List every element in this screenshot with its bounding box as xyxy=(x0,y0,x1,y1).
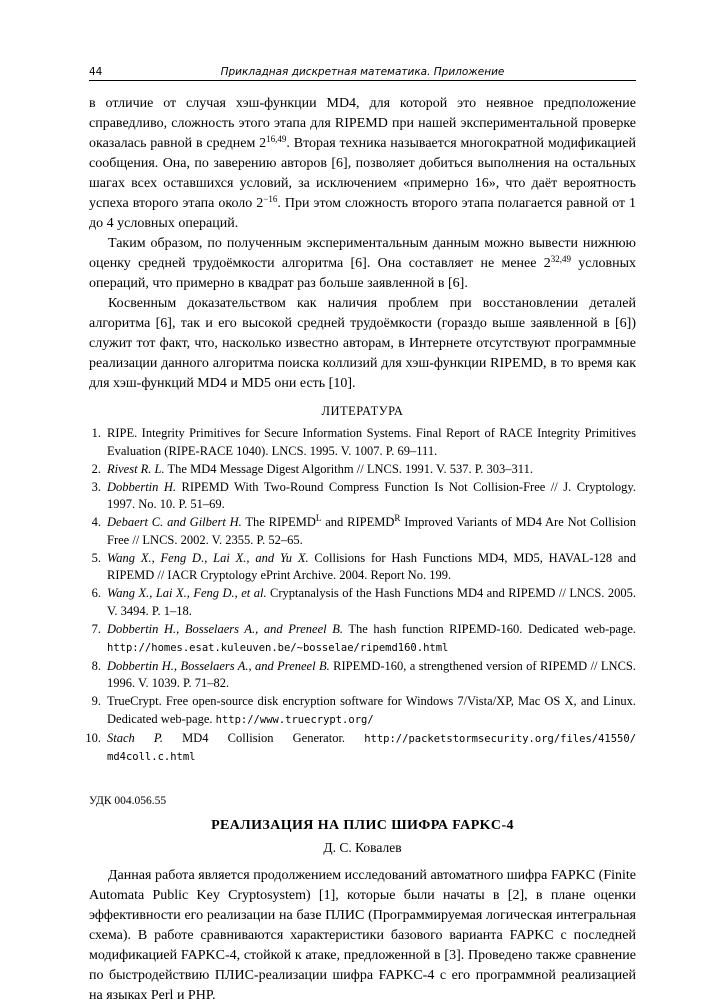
reference-superscript: R xyxy=(394,513,401,524)
p2-exp: 32,49 xyxy=(550,254,571,264)
reference-authors: Wang X., Feng D., Lai X., and Yu X. xyxy=(107,550,309,565)
reference-item xyxy=(89,479,636,514)
body-text xyxy=(89,94,636,394)
paragraph-1 xyxy=(89,94,636,234)
article-title: РЕАЛИЗАЦИЯ НА ПЛИС ШИФРА FAPKC-4 xyxy=(211,817,514,833)
p1-exp-2: −16 xyxy=(263,194,278,204)
reference-number: 9 . xyxy=(92,693,101,711)
header-rule xyxy=(89,80,636,81)
reference-number: 2 . xyxy=(92,461,101,479)
reference-text: MD4 Collision Generator. xyxy=(163,730,365,745)
reference-url-link[interactable]: http://homes.esat.kuleuven.be/~bosselae/ripemd160.html xyxy=(107,641,449,654)
reference-item xyxy=(89,550,636,585)
reference-text-mid: and RIPEMD xyxy=(321,515,395,530)
references-list xyxy=(85,425,637,767)
reference-number: 10 . xyxy=(85,730,101,748)
paragraph-2 xyxy=(89,234,636,294)
reference-item xyxy=(89,585,636,620)
reference-authors: Dobbertin H., Bosselaers A., and Preneel B. xyxy=(107,622,343,637)
page-header xyxy=(89,64,636,82)
paragraph-3: Косвенным доказательством как наличия проблем при восстановлении деталей алгоритма [6], так и его высокой средней трудоёмкости (гораздо выше заявленной в [6]) служит тот факт, что, насколько известно авторам, в Интернете отсутствуют программные реализации данного алгоритма поиска коллизий для хэш-функции RIPEMD, в то время как для хэш-функций MD4 и MD5 они есть [10]. xyxy=(89,296,636,391)
reference-number: 4 . xyxy=(92,514,101,532)
p1-part-c: . При этом сложность второго этапа полагается равной от 1 до 4 условных операций. xyxy=(89,196,636,231)
article-abstract-block xyxy=(89,866,636,1006)
p2-part-a: Таким образом, по полученным экспериментальным данным можно вывести нижнюю оценку средней трудоёмкости алгоритма [6]. Она составляет не менее 2 xyxy=(89,236,636,271)
reference-authors: Stach P. xyxy=(107,730,164,745)
reference-item xyxy=(89,461,636,479)
reference-text: RIPEMD-160, a strengthened version of RIPEMD // LNCS. 1996. V. 1039. P. 71–82. xyxy=(107,658,636,691)
reference-authors: Dobbertin H. xyxy=(107,479,177,494)
reference-text: Cryptanalysis of the Hash Functions MD4 and RIPEMD // LNCS. 2005. V. 3494. P. 1–18. xyxy=(107,586,636,618)
reference-text: The MD4 Message Digest Algorithm // LNCS. 1991. V. 537. P. 303–311. xyxy=(164,461,533,476)
reference-item xyxy=(89,658,636,693)
reference-authors: Wang X., Lai X., Feng D., et al. xyxy=(107,586,267,601)
reference-authors: Debaert C. and Gilbert H. xyxy=(107,515,242,530)
page-number: 44 xyxy=(89,66,103,78)
reference-item xyxy=(89,621,636,657)
references-heading: ЛИТЕРАТУРА xyxy=(321,404,404,418)
reference-number: 1 . xyxy=(92,425,101,443)
reference-number: 3 . xyxy=(92,479,101,497)
reference-item xyxy=(89,693,636,729)
reference-authors: Rivest R. L. xyxy=(107,461,165,476)
reference-text: TrueCrypt. Free open-source disk encryption software for Windows 7/Vista/XP, Mac OS X, and Linux. Dedicated web-page. xyxy=(107,694,636,726)
p2-part-b: условных операций, что примерно в квадрат раз больше заявленной в [6]. xyxy=(89,256,636,291)
p1-exp-1: 16,49 xyxy=(266,134,287,144)
article-abstract: Данная работа является продолжением исследований автоматного шифра FAPKC (Finite Automata Public Key Cryptosystem) [1], которые были начаты в [2], в плане оценки эффективности его реализации на базе ПЛИС (Программируемая логическая интегральная схема). В работе сравниваются характеристики базового варианта FAPKC с последней модификацией FAPKC-4, стойкой к атаке, предложенной в [3]. Проведено также сравнение по быстродействию ПЛИС-реализации шифра FAPKC-4 с его программной реализацией на языках Perl и PHP. xyxy=(89,867,636,1003)
journal-title: Прикладная дискретная математика. Приложение xyxy=(220,66,505,78)
reference-number: 5 . xyxy=(92,550,101,568)
page-content xyxy=(85,94,637,1006)
udc-code: УДК 004.056.55 xyxy=(89,794,167,807)
article-author: Д. С. Ковалев xyxy=(323,839,402,855)
reference-item xyxy=(89,514,636,549)
reference-text: The hash function RIPEMD-160. Dedicated web-page. xyxy=(343,622,637,637)
p1-part-a: в отличие от случая хэш-функции MD4, для которой это неявное предположение справедливо, сложность этого этапа для RIPEMD при нашей экспериментальной проверке оказалась равной в среднем 2 xyxy=(89,96,636,151)
reference-item xyxy=(85,730,637,767)
p1-part-b: . Вторая техника называется многократной модификацией сообщения. Она, по заверению авторов [6], позволяет добиться выполнения на остальных шагах всех оставшихся условий, за исключением «примерно 16», что даёт вероятность успеха второго этапа около 2 xyxy=(89,136,636,211)
reference-url-link[interactable]: http://packetstormsecurity.org/files/41550/ md4coll.c.html xyxy=(107,732,637,764)
reference-number: 8 . xyxy=(92,658,101,676)
reference-text: Collisions for Hash Functions MD4, MD5, HAVAL-128 and RIPEMD // IACR Cryptology ePrint Archive. 2004. Report No. 199. xyxy=(107,550,636,583)
reference-superscript: L xyxy=(315,513,322,524)
reference-number: 6 . xyxy=(92,585,101,603)
reference-number: 7 . xyxy=(92,621,101,639)
reference-text: RIPE. Integrity Primitives for Secure Information Systems. Final Report of RACE Integrity Primitives Evaluation (RIPE-RACE 1040). LNCS. 1995. V. 1007. P. 69–111. xyxy=(107,426,636,458)
reference-text-pre: The RIPEMD xyxy=(241,515,316,530)
reference-text: Improved Variants of MD4 Are Not Collision Free // LNCS. 2002. V. 2355. P. 52–65. xyxy=(107,515,637,547)
reference-item xyxy=(89,425,636,460)
reference-url-link[interactable]: http://www.truecrypt.org/ xyxy=(215,713,374,726)
reference-authors: Dobbertin H., Bosselaers A., and Preneel B. xyxy=(107,658,330,673)
reference-text: RIPEMD With Two-Round Compress Function Is Not Collision-Free // J. Cryptology. 1997. No. 10. P. 51–69. xyxy=(107,479,636,512)
